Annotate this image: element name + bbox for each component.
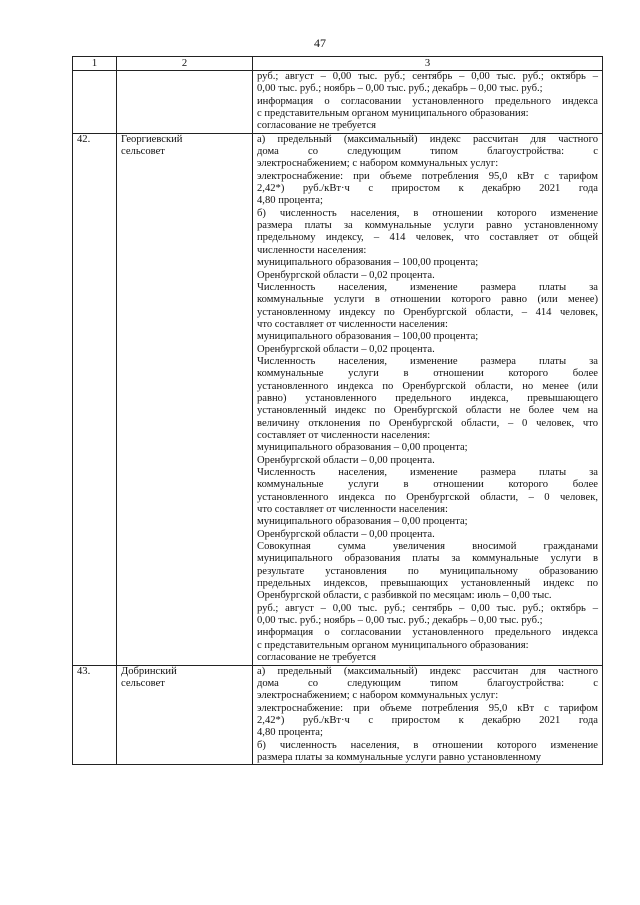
table-row: [73, 665, 603, 765]
text-line: что составляет от численности населения:: [257, 318, 448, 330]
text-line: электроснабжением; с набором коммунальных услуг:: [257, 690, 499, 702]
name-line: Добринский: [121, 665, 177, 677]
text-line: муниципального образования – 100,00 процента;: [257, 257, 479, 269]
row-text: [253, 665, 603, 765]
row-number: 42.: [73, 133, 117, 665]
text-line: равно) установленного предельного индекса, превышающего: [257, 392, 598, 404]
header-col-3: 3: [253, 57, 603, 71]
text-line: коммунальные услуги в отношении которого более: [257, 479, 598, 491]
index-table: [72, 56, 603, 765]
text-line: результате установления по муниципальному образованию: [257, 565, 598, 577]
text-line: установленному индексу по Оренбургской области, – 414 человек,: [257, 306, 598, 318]
text-line: муниципального образования – 0,00 процента;: [257, 516, 468, 528]
text-line: установленного индекса по Оренбургской области, – 0 человек,: [257, 491, 598, 503]
text-line: предельных индексов, превышающих установленный индекс по: [257, 578, 598, 590]
text-line: электроснабжением; с набором коммунальных услуг:: [257, 158, 499, 170]
text-line: Оренбургской области – 0,02 процента.: [257, 269, 435, 281]
text-line: что составляет от численности населения:: [257, 504, 448, 516]
text-line: электроснабжение: при объеме потребления 95,0 кВт с тарифом: [257, 702, 598, 714]
text-line: дома со следующим типом благоустройства: с: [257, 146, 598, 158]
text-line: Численность населения, изменение размера платы за: [257, 355, 598, 367]
text-line: информация о согласовании установленного предельного индекса: [257, 95, 598, 107]
text-line: дома со следующим типом благоустройства: с: [257, 677, 598, 689]
text-line: составляет от численности населения:: [257, 429, 431, 441]
text-line: муниципального образования платы за коммунальные услуги в: [257, 553, 598, 565]
text-line: руб.; август – 0,00 тыс. руб.; сентябрь – 0,00 тыс. руб.; октябрь –: [257, 602, 598, 614]
text-line: с представительным органом муниципального образования:: [257, 108, 529, 120]
name-line: сельсовет: [121, 146, 165, 158]
table-row-continued: [73, 71, 603, 134]
text-line: Численность населения, изменение размера платы за: [257, 281, 598, 293]
text-line: электроснабжение: при объеме потребления 95,0 кВт с тарифом: [257, 170, 598, 182]
text-line: 4,80 процента;: [257, 195, 323, 207]
text-line: размера платы за коммунальные услуги равно установленному: [257, 751, 542, 763]
text-line: б) численность населения, в отношении которого изменение: [257, 207, 598, 219]
name-line: сельсовет: [121, 677, 165, 689]
text-line: а) предельный (максимальный) индекс рассчитан для частного: [257, 133, 598, 145]
text-line: 0,00 тыс. руб.; ноябрь – 0,00 тыс. руб.; декабрь – 0,00 тыс. руб.;: [257, 615, 543, 627]
text-line: предельному индексу, – 414 человек, что составляет от общей: [257, 232, 598, 244]
text-line: Численность населения, изменение размера платы за: [257, 467, 598, 478]
municipality-name: [117, 133, 253, 665]
text-line: б) численность населения, в отношении которого изменение: [257, 739, 598, 751]
page-number: 47: [314, 36, 326, 50]
row-number: 43.: [73, 665, 117, 765]
text-line: с представительным органом муниципального образования:: [257, 639, 529, 651]
text-line: Оренбургской области – 0,00 процента.: [257, 528, 435, 540]
text-line: коммунальные услуги в отношении которого более: [257, 368, 598, 380]
text-line: Совокупная сумма увеличения вносимой гражданами: [257, 541, 598, 553]
text-line: коммунальные услуги в отношении которого равно (или менее): [257, 294, 598, 306]
name-line: Георгиевский: [121, 133, 183, 145]
text-line: 0,00 тыс. руб.; ноябрь – 0,00 тыс. руб.; декабрь – 0,00 тыс. руб.;: [257, 83, 543, 95]
text-line: а) предельный (максимальный) индекс рассчитан для частного: [257, 665, 598, 677]
text-line: установленный индекс по Оренбургской области не более чем на: [257, 405, 598, 417]
text-line: численности населения:: [257, 244, 367, 256]
text-line: 2,42*) руб./кВт·ч с приростом к декабрю 2021 года: [257, 714, 598, 726]
text-line: величину отклонения по Оренбургской области, – 0 человек, что: [257, 417, 598, 429]
text-line: руб.; август – 0,00 тыс. руб.; сентябрь – 0,00 тыс. руб.; октябрь –: [257, 71, 598, 82]
text-line: Оренбургской области – 0,00 процента.: [257, 454, 435, 466]
text-line: 4,80 процента;: [257, 727, 323, 739]
text-line: Оренбургской области, с разбивкой по месяцам: июль – 0,00 тыс.: [257, 590, 552, 602]
text-line: размера платы за коммунальные услуги равно установленному: [257, 220, 598, 232]
text-line: установленного индекса по Оренбургской области, но менее (или: [257, 380, 598, 392]
header-col-1: 1: [73, 57, 117, 71]
table-row: [73, 133, 603, 665]
text-line: муниципального образования – 100,00 процента;: [257, 331, 479, 343]
continued-text: [253, 71, 603, 134]
text-line: информация о согласовании установленного предельного индекса: [257, 627, 598, 639]
row-text: [253, 133, 603, 665]
municipality-name: [117, 665, 253, 765]
table-header-row: [73, 57, 603, 71]
text-line: согласование не требуется: [257, 652, 377, 664]
text-line: 2,42*) руб./кВт·ч с приростом к декабрю 2021 года: [257, 183, 598, 195]
text-line: муниципального образования – 0,00 процента;: [257, 442, 468, 454]
header-col-2: 2: [117, 57, 253, 71]
text-line: Оренбургской области – 0,02 процента.: [257, 343, 435, 355]
text-line: согласование не требуется: [257, 120, 377, 132]
